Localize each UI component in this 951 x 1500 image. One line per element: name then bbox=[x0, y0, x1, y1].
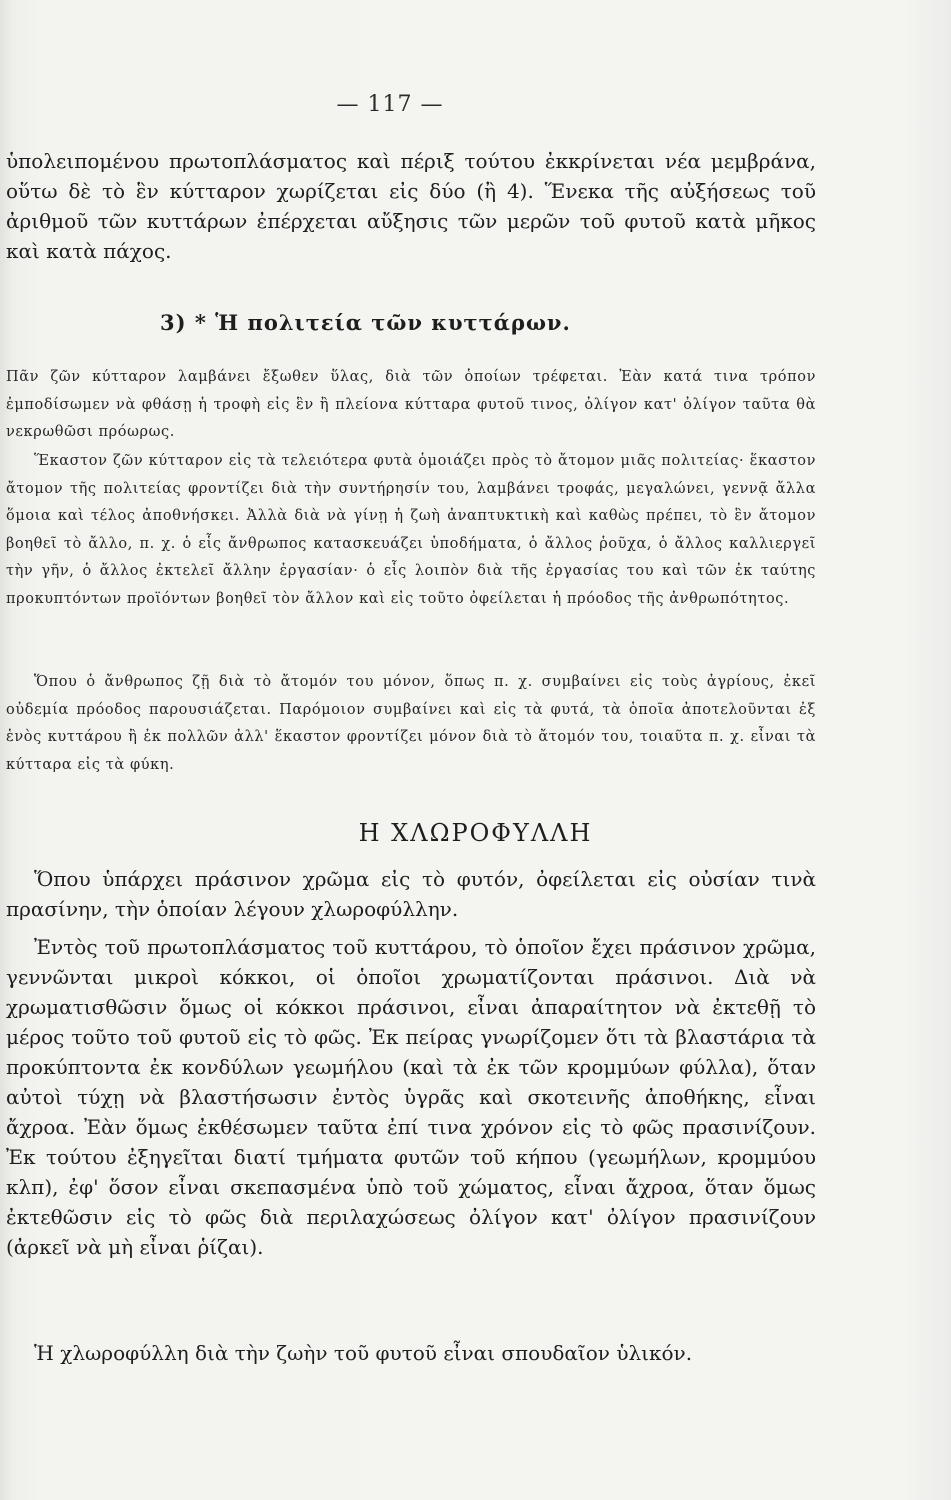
section-paragraph-1: Πᾶν ζῶν κύτταρον λαμβάνει ἔξωθεν ὕλας, διὰ τῶν ὁποίων τρέφεται. Ἐὰν κατά τινα τρόπον ἐμποδίσωμεν νὰ φθάσῃ ἡ τροφὴ εἰς ἓν ἢ πλείονα κύτταρα φυτοῦ τινος, ὀλίγον κατ' ὀλίγον ταῦτα θὰ νεκρωθῶσι πρόωρως. bbox=[6, 369, 816, 441]
section-paragraph-2: Ἕκαστον ζῶν κύτταρον εἰς τὰ τελειότερα φυτὰ ὁμοιάζει πρὸς τὸ ἄτομον μιᾶς πολιτείας· ἕκαστον ἄτομον τῆς πολιτείας φροντίζει διὰ τὴν συντήρησίν του, λαμβάνει τροφάς, μεγαλώνει, γεννᾷ ἄλλα ὅμοια καὶ τέλος ἀποθνήσκει. Ἀλλὰ διὰ νὰ γίνῃ ἡ ζωὴ ἀναπτυκτικὴ καὶ καθὼς πρέπει, τὸ ἓν ἄτομον βοηθεῖ τὸ ἄλλο, π. χ. ὁ εἷς ἄνθρωπος κατασκευάζει ὑποδήματα, ὁ ἄλλος ῥοῦχα, ὁ ἄλλος καλλιεργεῖ τὴν γῆν, ὁ ἄλλος ἐκτελεῖ ἄλλην ἐργασίαν· ὁ εἷς λοιπὸν διὰ τῆς ἐργασίας του καὶ τῶν ἐκ ταύτης προκυπτόντων προϊόντων βοηθεῖ τὸν ἄλλον καὶ εἰς τοῦτο ὀφείλεται ἡ πρόοδος τῆς ἀνθρωπότητος. bbox=[6, 453, 816, 607]
chapter-paragraph-1: Ὅπου ὑπάρχει πράσινον χρῶμα εἰς τὸ φυτόν, ὀφείλεται εἰς οὐσίαν τινὰ πρασίνην, τὴν ὁποίαν λέγουν χλωροφύλλην. bbox=[6, 867, 816, 921]
chapter-heading: Η ΧΛΩΡΟΦΥΛΛΗ bbox=[358, 819, 593, 847]
chapter-paragraph-3: Ἡ χλωροφύλλη διὰ τὴν ζωὴν τοῦ φυτοῦ εἶναι σπουδαῖον ὑλικόν. bbox=[34, 1341, 693, 1365]
section-paragraph-3: Ὅπου ὁ ἄνθρωπος ζῇ διὰ τὸ ἄτομόν του μόνον, ὅπως π. χ. συμβαίνει εἰς τοὺς ἀγρίους, ἐκεῖ οὐδεμία πρόοδος παρουσιάζεται. Παρόμοιον συμβαίνει καὶ εἰς τὰ φυτά, τὰ ὁποῖα ἀποτελοῦνται ἐξ ἑνὸς κυττάρου ἢ ἐκ πολλῶν ἀλλ' ἕκαστον φροντίζει μόνον διὰ τὸ ἄτομόν του, τοιαῦτα π. χ. εἶναι τὰ κύτταρα εἰς τὰ φύκη. bbox=[6, 674, 816, 773]
continuation-paragraph: ὑπολειπομένου πρωτοπλάσματος καὶ πέριξ τούτου ἐκκρίνεται νέα μεμβράνα, οὕτω δὲ τὸ ἓν κύτταρον χωρίζεται εἰς δύο (ἢ 4). Ἕνεκα τῆς αὐξήσεως τοῦ ἀριθμοῦ τῶν κυττάρων ἐπέρχεται αὔξησις τῶν μερῶν τοῦ φυτοῦ κατὰ μῆκος καὶ κατὰ πάχος. bbox=[6, 149, 816, 263]
chapter-paragraph-2: Ἐντὸς τοῦ πρωτοπλάσματος τοῦ κυττάρου, τὸ ὁποῖον ἔχει πράσινον χρῶμα, γεννῶνται μικροὶ κόκκοι, οἱ ὁποῖοι χρωματίζονται πράσινοι. Διὰ νὰ χρωματισθῶσιν ὅμως οἱ κόκκοι πράσινοι, εἶναι ἀπαραίτητον νὰ ἐκτεθῇ τὸ μέρος τοῦτο τοῦ φυτοῦ εἰς τὸ φῶς. Ἐκ πείρας γνωρίζομεν ὅτι τὰ βλαστάρια τὰ προκύπτοντα ἐκ κονδύλων γεωμήλου (καὶ τὰ ἐκ τῶν κρομμύων φύλλα), ὅταν αὐτοὶ τύχῃ νὰ βλαστήσωσιν ἐντὸς ὑγρᾶς καὶ σκοτεινῆς ἀποθήκης, εἶναι ἄχροα. Ἐὰν ὅμως ἐκθέσωμεν ταῦτα ἐπί τινα χρόνον εἰς τὸ φῶς πρασινίζουν. Ἐκ τούτου ἐξηγεῖται διατί τμήματα φυτῶν τοῦ κήπου (γεωμήλων, κρομμύου κλπ), ἐφ' ὅσον εἶναι σκεπασμένα ὑπὸ τοῦ χώματος, εἶναι ἄχροα, ὅταν ὅμως ἐκτεθῶσιν εἰς τὸ φῶς διὰ περιλαχώσεως ὀλίγον κατ' ὀλίγον πρασινίζουν (ἀρκεῖ νὰ μὴ εἶναι ῥίζαι). bbox=[6, 935, 816, 1259]
section-heading: 3) * Ἡ πολιτεία τῶν κυττάρων. bbox=[160, 310, 571, 335]
page-number: — 117 — bbox=[336, 92, 444, 117]
